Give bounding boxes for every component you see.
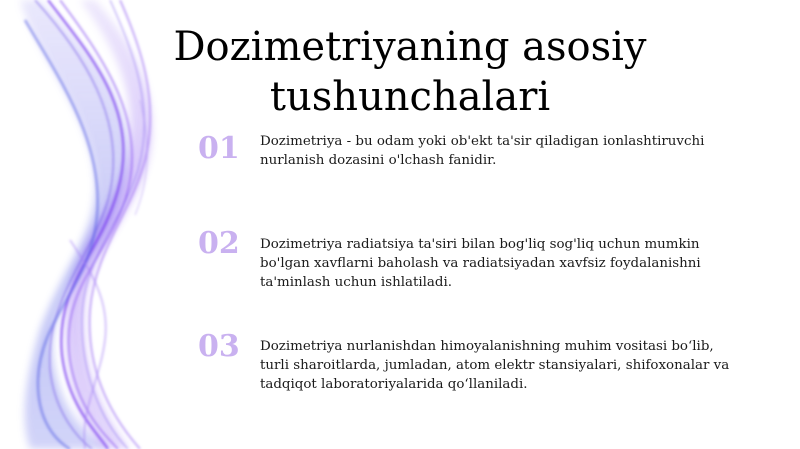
list-item (198, 132, 738, 212)
list-item (198, 330, 738, 410)
list-item (198, 227, 738, 307)
item-text: Dozimetriya - bu odam yoki ob'ekt ta'sir qiladigan ionlashtiruvchi nurlanish dozasini o'lchash fanidir. (260, 134, 705, 168)
item-number: 03 (198, 329, 240, 364)
item-text: Dozimetriya nurlanishdan himoyalanishning muhim vositasi bo‘lib, turli sharoitlarda, jumladan, atom elektr stansiyalari, shifoxonalar va tadqiqot laboratoriyalarida qo‘llaniladi. (260, 339, 730, 392)
slide-title: Dozimetriyaning asosiy tushunchalari (173, 24, 647, 120)
item-text: Dozimetriya radiatsiya ta'siri bilan bog'liq sog'liq uchun mumkin bo'lgan xavflarni baholash va radiatsiyadan xavfsiz foydalanishni ta'minlash uchun ishlatiladi. (260, 237, 701, 290)
item-number: 01 (198, 131, 240, 166)
item-number: 02 (198, 226, 240, 261)
